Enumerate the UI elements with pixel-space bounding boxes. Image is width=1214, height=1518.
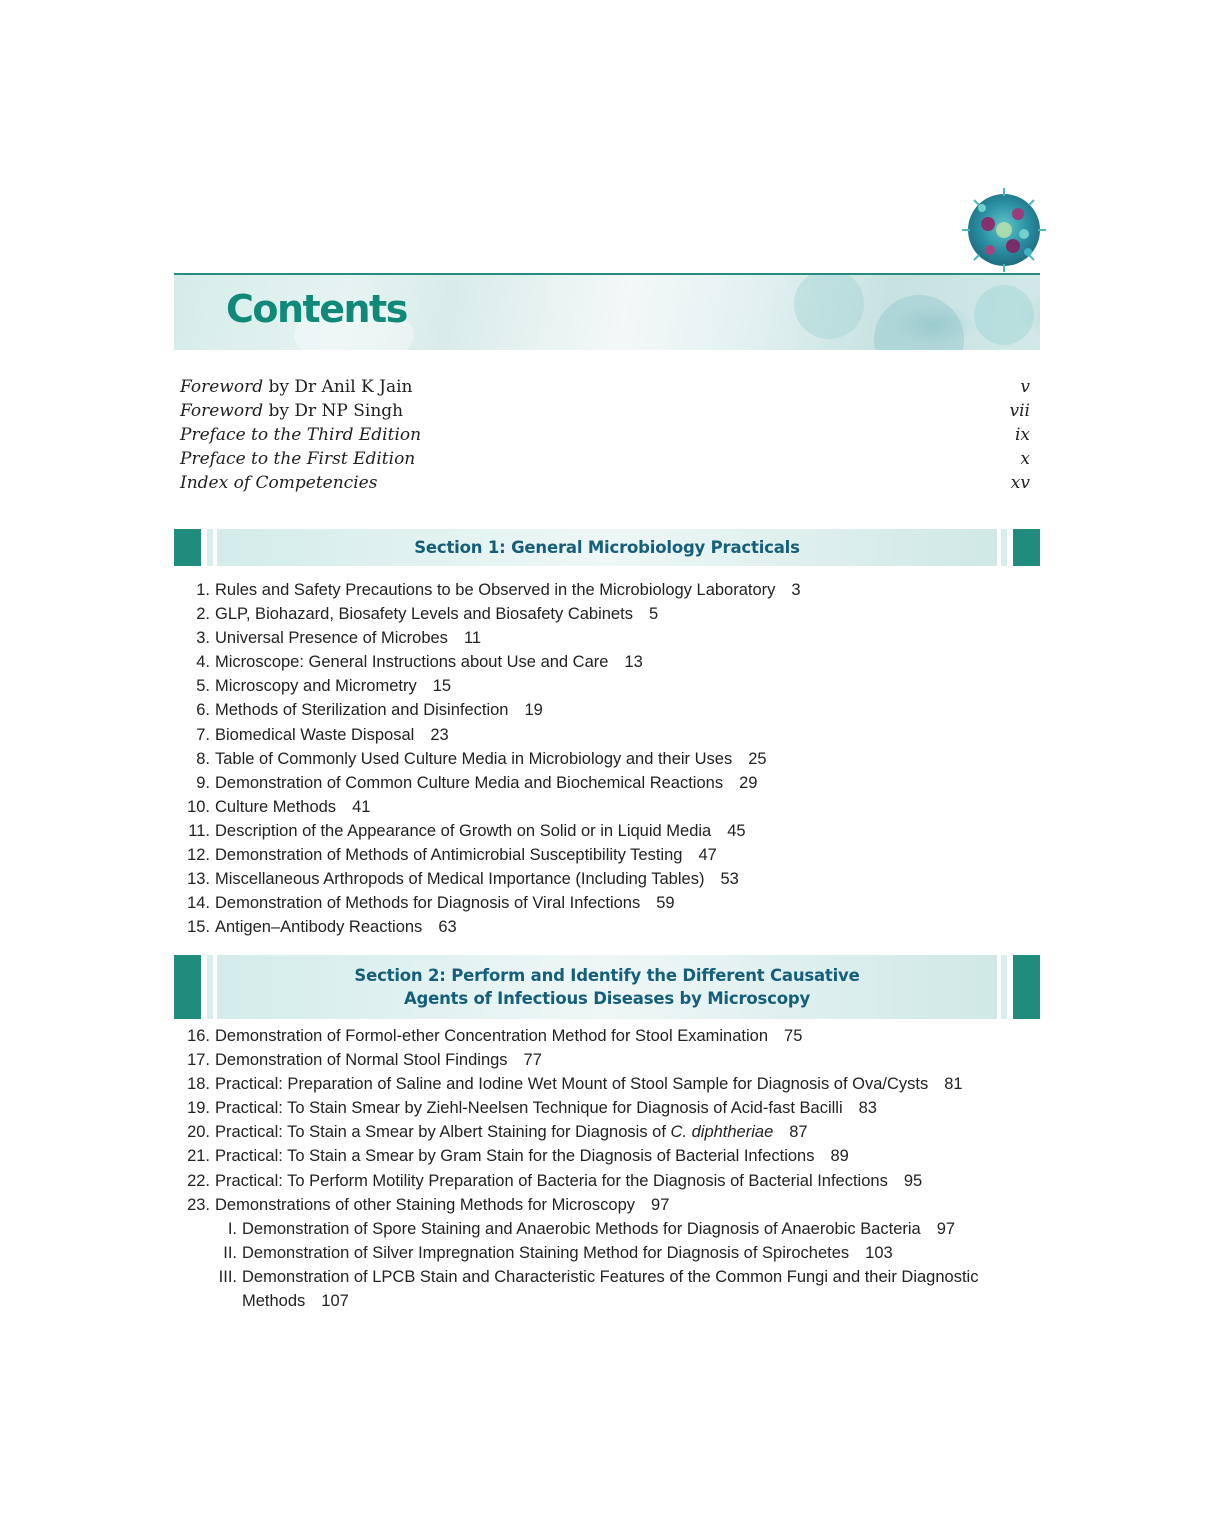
page-number: 87 <box>789 1123 808 1142</box>
toc-entry[interactable] <box>174 1193 1054 1217</box>
section-marker-left <box>174 955 201 1019</box>
entry-title <box>210 1120 773 1144</box>
section-1-list <box>174 578 1054 939</box>
toc-entry[interactable] <box>174 1144 1054 1168</box>
entry-number: 6. <box>196 701 210 720</box>
front-matter-item[interactable] <box>180 471 1030 495</box>
entry-title: Demonstration of Normal Stool Findings <box>215 1051 508 1070</box>
entry-title: Methods of Sterilization and Disinfection <box>215 701 509 720</box>
entry-number: 14. <box>187 894 210 913</box>
toc-entry[interactable] <box>174 795 1054 819</box>
toc-entry[interactable] <box>174 843 1054 867</box>
entry-number: 23. <box>187 1195 210 1214</box>
page-number: 45 <box>727 821 746 840</box>
entry-title: Demonstration of Common Culture Media and Biochemical Reactions <box>215 773 724 792</box>
entry-title: Biomedical Waste Disposal <box>215 725 415 744</box>
front-matter-item[interactable] <box>180 399 1030 423</box>
front-matter-item[interactable] <box>180 423 1030 447</box>
page-number: x <box>1020 449 1030 469</box>
entry-title: Rules and Safety Precautions to be Observed in the Microbiology Laboratory <box>215 581 776 599</box>
entry-number: 10. <box>187 797 210 816</box>
page-number: 19 <box>524 701 543 720</box>
toc-entry[interactable] <box>174 1120 1054 1144</box>
section-divider-left <box>207 529 213 566</box>
entry-title-plain: Practical: To Stain a Smear by Albert Staining for Diagnosis of <box>215 1123 671 1142</box>
section-marker-right <box>1013 955 1040 1019</box>
entry-title: Microscopy and Micrometry <box>215 677 417 696</box>
page-number: 59 <box>656 894 675 913</box>
entry-number: 9. <box>196 773 210 792</box>
entry-title: Miscellaneous Arthropods of Medical Importance (Including Tables) <box>215 870 705 889</box>
entry-number: 13. <box>187 870 210 889</box>
front-matter-plain: by Dr NP Singh <box>263 401 404 421</box>
entry-number: 17. <box>187 1051 210 1070</box>
entry-number: 11. <box>188 821 210 840</box>
entry-title: Demonstration of Silver Impregnation Staining Method for Diagnosis of Spirochetes <box>242 1243 850 1262</box>
page-number: 103 <box>865 1243 893 1262</box>
entry-title: Demonstration of Spore Staining and Anaerobic Methods for Diagnosis of Anaerobic Bacteria <box>242 1219 921 1238</box>
subentry-number: III. <box>218 1267 237 1286</box>
page-number: ix <box>1014 425 1030 445</box>
page-number: 89 <box>830 1147 849 1166</box>
front-matter-item[interactable] <box>180 447 1030 471</box>
page-number: 97 <box>936 1219 956 1238</box>
entry-title: Antigen–Antibody Reactions <box>215 918 423 937</box>
page-number: 95 <box>903 1171 923 1190</box>
entry-title: Universal Presence of Microbes <box>215 629 448 648</box>
toc-entry[interactable] <box>174 771 1054 795</box>
page-number: 97 <box>651 1195 670 1214</box>
page-number: 5 <box>648 605 659 624</box>
section-divider-right <box>1001 955 1007 1019</box>
entry-number: 22. <box>187 1171 210 1190</box>
front-matter-italic: Foreword <box>180 401 264 421</box>
section-band <box>217 529 997 566</box>
virus-illustration-icon <box>958 184 1050 276</box>
page-title: Contents <box>226 287 407 331</box>
front-matter-plain: by Dr Anil K Jain <box>263 377 413 397</box>
entry-title: Practical: To Perform Motility Preparation of Bacteria for the Diagnosis of Bacterial Infections <box>215 1171 888 1190</box>
page-number: 13 <box>624 653 643 672</box>
toc-entry[interactable] <box>174 1096 1054 1120</box>
toc-entry[interactable] <box>174 819 1054 843</box>
entry-number: 20. <box>187 1123 210 1142</box>
entry-title: Table of Commonly Used Culture Media in Microbiology and their Uses <box>215 749 733 768</box>
entry-title: Culture Methods <box>215 797 337 816</box>
entry-title: Demonstration of Methods for Diagnosis of Viral Infections <box>215 894 641 913</box>
entry-title: Microscope: General Instructions about Use and Care <box>215 653 609 672</box>
toc-entry[interactable] <box>174 1024 1054 1048</box>
toc-subentry[interactable] <box>174 1265 1054 1313</box>
entry-title: Demonstrations of other Staining Methods for Microscopy <box>215 1195 636 1214</box>
page-number: 81 <box>944 1075 963 1094</box>
entry-title: Practical: To Stain a Smear by Gram Stain for the Diagnosis of Bacterial Infections <box>215 1147 815 1166</box>
page-number: 41 <box>352 797 371 816</box>
page-number: 75 <box>784 1027 803 1045</box>
entry-number: 2. <box>196 605 210 624</box>
toc-entry[interactable] <box>174 698 1054 722</box>
section-2-title <box>354 964 859 1010</box>
toc-entry[interactable] <box>174 723 1054 747</box>
toc-entry[interactable] <box>174 1169 1054 1193</box>
entry-number: 1. <box>196 581 210 599</box>
toc-entry[interactable] <box>174 650 1054 674</box>
page-number: xv <box>1010 473 1030 493</box>
contents-header-banner <box>174 273 1040 350</box>
entry-title: Demonstration of Formol-ether Concentration Method for Stool Examination <box>215 1027 769 1045</box>
entry-number: 15. <box>187 918 210 937</box>
page-number: 83 <box>858 1099 877 1118</box>
entry-title: Description of the Appearance of Growth on Solid or in Liquid Media <box>215 821 712 840</box>
entry-title-italic: C. diphtheriae <box>670 1123 774 1142</box>
toc-entry[interactable] <box>174 626 1054 650</box>
entry-title: Practical: To Stain Smear by Ziehl-Neelsen Technique for Diagnosis of Acid-fast Bacilli <box>215 1099 843 1118</box>
toc-subentry[interactable] <box>174 1241 1054 1265</box>
page-number: 47 <box>698 846 717 865</box>
toc-entry[interactable] <box>174 602 1054 626</box>
section-2-list <box>174 1024 1054 1313</box>
section-divider-left <box>207 955 213 1019</box>
entry-title: Demonstration of Methods of Antimicrobial Susceptibility Testing <box>215 846 683 865</box>
toc-entry[interactable] <box>174 578 1054 602</box>
entry-number: 5. <box>196 677 210 696</box>
entry-number: 21. <box>187 1147 210 1166</box>
toc-entry[interactable] <box>174 674 1054 698</box>
page-number: 29 <box>739 773 758 792</box>
front-matter-item[interactable] <box>180 375 1030 399</box>
entry-number: 4. <box>196 653 210 672</box>
toc-entry[interactable] <box>174 867 1054 891</box>
section-2-header <box>174 955 1040 1019</box>
section-2-title-line1: Section 2: Perform and Identify the Different Causative <box>354 966 860 985</box>
entry-title <box>237 1265 1042 1313</box>
front-matter-italic: Preface to the Third Edition <box>180 425 422 445</box>
section-marker-right <box>1013 529 1040 566</box>
page-number: 63 <box>438 918 457 937</box>
toc-subentry[interactable] <box>174 1217 1054 1241</box>
entry-number: 18. <box>187 1075 210 1094</box>
section-marker-left <box>174 529 201 566</box>
page-number: vii <box>1009 401 1030 421</box>
section-band <box>217 955 997 1019</box>
page-number: 11 <box>463 629 482 648</box>
front-matter-italic: Preface to the First Edition <box>180 449 416 469</box>
entry-number: 16. <box>187 1027 210 1045</box>
entry-number: 8. <box>196 749 210 768</box>
page-number: 23 <box>430 725 449 744</box>
section-1-header <box>174 529 1040 566</box>
toc-entry[interactable] <box>174 915 1054 939</box>
entry-title-text: Demonstration of LPCB Stain and Characteristic Features of the Common Fungi and their Diagnostic Methods <box>242 1267 979 1311</box>
subentry-number: II. <box>223 1243 237 1262</box>
toc-entry[interactable] <box>174 891 1054 915</box>
front-matter-italic: Index of Competencies <box>180 473 378 493</box>
section-divider-right <box>1001 529 1007 566</box>
toc-entry[interactable] <box>174 1072 1054 1096</box>
entry-number: 7. <box>196 725 210 744</box>
page-number: 3 <box>791 581 801 599</box>
section-1-title: Section 1: General Microbiology Practicals <box>414 538 800 557</box>
entry-number: 3. <box>196 629 210 648</box>
entry-title: GLP, Biohazard, Biosafety Levels and Biosafety Cabinets <box>215 605 633 624</box>
page-number: 15 <box>432 677 452 696</box>
front-matter-italic: Foreword <box>180 377 264 397</box>
page-number: v <box>1020 377 1030 397</box>
entry-number: 19. <box>187 1099 210 1118</box>
page-number: 53 <box>720 870 739 889</box>
entry-number: 12. <box>187 846 210 865</box>
entry-title: Practical: Preparation of Saline and Iodine Wet Mount of Stool Sample for Diagnosis of Ova/Cysts <box>215 1075 929 1094</box>
toc-entry[interactable] <box>174 747 1054 771</box>
toc-entry[interactable] <box>174 1048 1054 1072</box>
front-matter-list <box>180 375 1030 495</box>
page-number: 77 <box>523 1051 542 1070</box>
page-number: 25 <box>748 749 767 768</box>
page-number: 107 <box>321 1292 349 1311</box>
subentry-number: I. <box>227 1219 237 1238</box>
section-2-title-line2: Agents of Infectious Diseases by Microscopy <box>403 989 811 1008</box>
